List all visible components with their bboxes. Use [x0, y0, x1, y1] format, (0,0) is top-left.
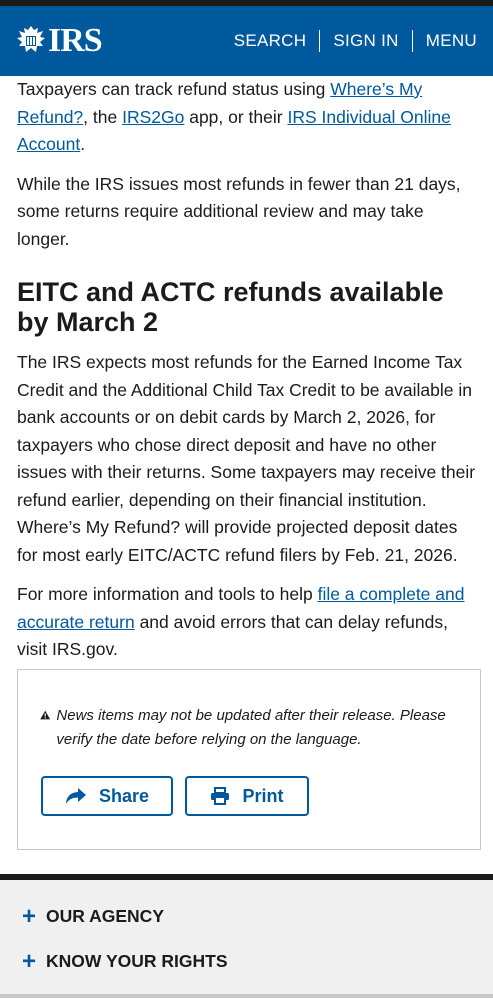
text-span: Taxpayers can track refund status using	[17, 79, 331, 99]
footer	[0, 874, 493, 998]
print-label: Print	[242, 785, 284, 806]
text-span: and avoid errors that can delay refunds, visit IRS.gov.	[17, 611, 448, 659]
notice-box	[17, 669, 481, 850]
section-heading: EITC and ACTC refunds available by March 2	[17, 277, 444, 337]
review-paragraph: While the IRS issues most refunds in fewer than 21 days, some returns require additional review and may take longer.	[17, 173, 461, 249]
disclaimer	[40, 704, 460, 752]
share-icon	[65, 787, 87, 805]
eitc-actc-paragraph: The IRS expects most refunds for the Earned Income Tax Credit and the Additional Child Tax Credit to be available in bank accounts or on debit cards by March 2, 2026, for taxpayers who chose direct deposit and have no other issues with their returns. Some taxpayers may receive their refund earlier, depending on their financial institution. Where’s My Refund? will provide projected deposit dates for most early EITC/ACTC refund filers by Feb. 21, 2026.	[17, 352, 476, 565]
know-your-rights-accordion[interactable]	[22, 947, 228, 975]
online-account-link[interactable]: IRS Individual Online Account	[17, 106, 451, 154]
site-header	[0, 6, 493, 76]
header-nav	[234, 30, 477, 52]
text-span: .	[80, 134, 86, 154]
printer-icon	[210, 787, 230, 805]
accordion-label: KNOW YOUR RIGHTS	[46, 951, 228, 971]
text-span: For more information and tools to help	[17, 584, 318, 604]
accordion-label: OUR AGENCY	[46, 906, 164, 926]
search-link[interactable]: SEARCH	[233, 31, 307, 50]
logo-text: IRS	[48, 22, 102, 59]
text-span: , the	[83, 106, 123, 127]
print-button[interactable]	[185, 776, 309, 816]
more-info-paragraph	[17, 581, 477, 664]
irs2go-link[interactable]: IRS2Go	[122, 106, 185, 127]
footer-divider	[0, 874, 493, 880]
plus-icon: +	[22, 947, 37, 975]
nav-divider	[319, 30, 320, 52]
our-agency-accordion[interactable]	[22, 902, 164, 930]
nav-divider	[412, 30, 413, 52]
irs-logo[interactable]	[16, 22, 102, 60]
footer-bottom-border	[0, 994, 493, 998]
refund-tracking-paragraph	[17, 76, 477, 159]
warning-icon	[40, 707, 50, 723]
plus-icon: +	[22, 902, 37, 930]
wheres-my-refund-link[interactable]: Where’s My Refund?	[17, 79, 423, 127]
article-body	[17, 76, 477, 664]
eagle-icon	[16, 25, 46, 57]
share-label: Share	[98, 785, 150, 806]
menu-link[interactable]: MENU	[425, 31, 477, 50]
share-button[interactable]	[41, 776, 173, 816]
sign-in-link[interactable]: SIGN IN	[333, 31, 399, 50]
disclaimer-text: News items may not be updated after their release. Please verify the date before relying on the language.	[56, 707, 446, 748]
text-span: app, or their	[184, 106, 288, 127]
accurate-return-link[interactable]: file a complete and accurate return	[17, 584, 465, 632]
